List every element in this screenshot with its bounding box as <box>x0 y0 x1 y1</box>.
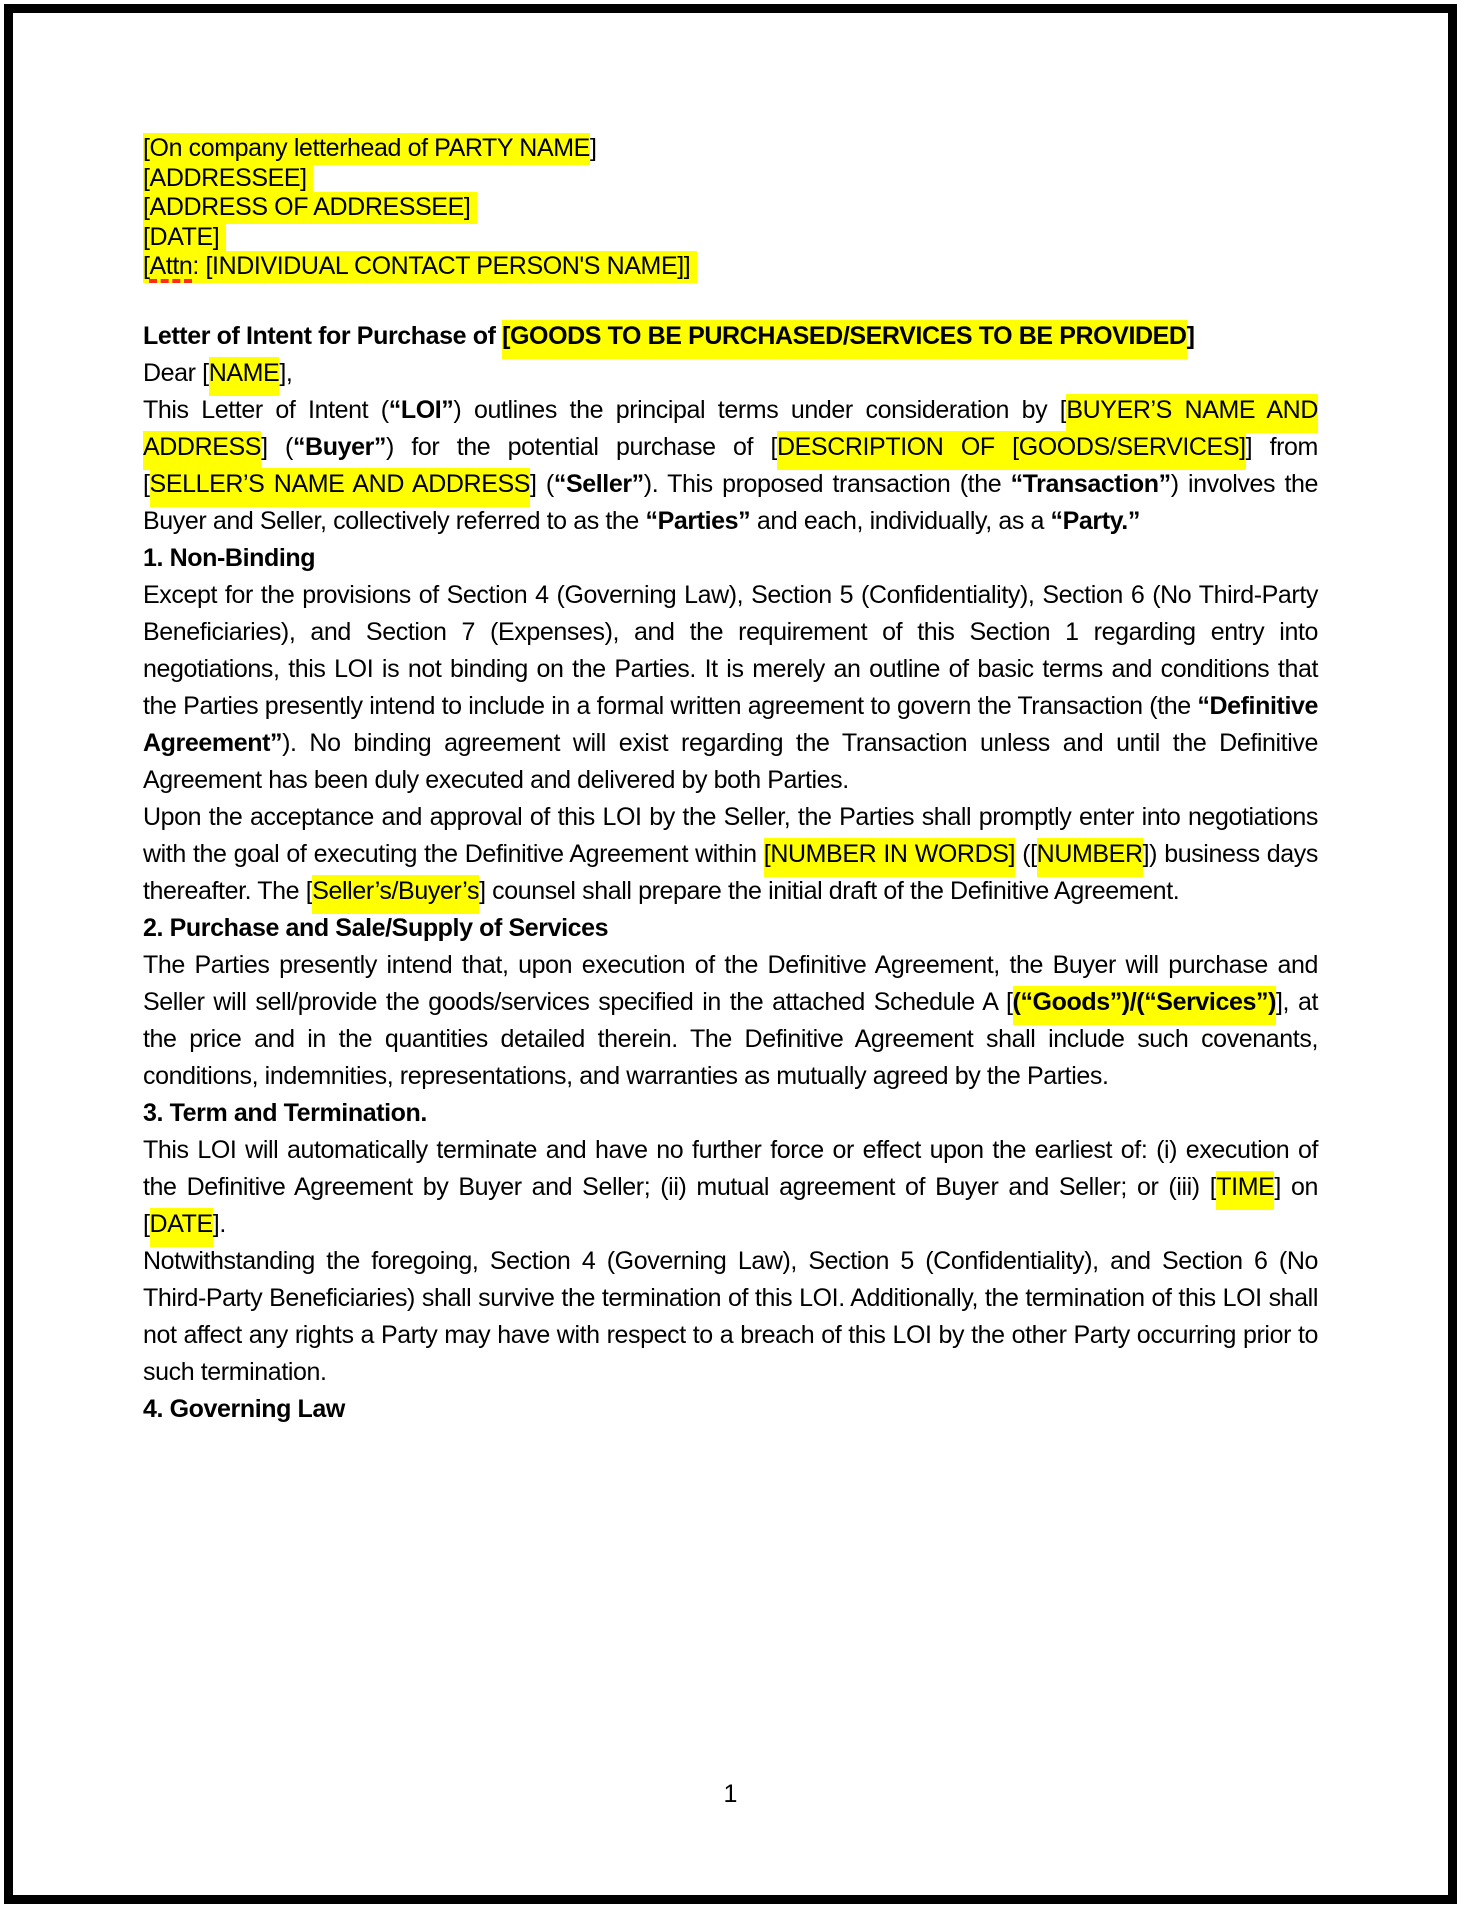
misspelled-word: Attn <box>150 251 193 283</box>
text-run: ) outlines the principal terms under consideration by [ <box>453 395 1067 424</box>
placeholder-highlight: SELLER’S NAME AND ADDRESS <box>150 468 530 507</box>
placeholder-highlight: [ADDRESS OF ADDRESSEE] <box>143 192 477 224</box>
text-run: ] from [ <box>143 432 1318 498</box>
placeholder-highlight: DATE <box>150 1208 213 1247</box>
text-run: This Letter of Intent ( <box>143 395 389 424</box>
paragraph <box>143 577 1318 799</box>
paragraph <box>143 1243 1318 1391</box>
text-run: ] ( <box>530 469 554 498</box>
address-block <box>143 134 1318 282</box>
placeholder-highlight: [NUMBER IN WORDS] <box>764 838 1015 877</box>
text-run: Except for the provisions of Section 4 (Governing Law), Section 5 (Confidentiality), Section 6 (No Third-Party Beneficiaries), and Section 7 (Expenses), and the requirement of this Section 1 regarding entry into negotiations, this LOI is not binding on the Parties. It is merely an outline of basic terms and conditions that the Parties presently intend to include in a formal written agreement to govern the Transaction (the <box>143 580 1318 720</box>
section-heading <box>143 910 1318 947</box>
text-run: ], <box>279 358 293 387</box>
section-heading <box>143 540 1318 577</box>
text-run: Dear [ <box>143 358 209 387</box>
text-run: ([ <box>1015 839 1037 868</box>
placeholder-highlight: (“Goods”)/(“Services”) <box>1013 986 1276 1025</box>
placeholder-highlight: DESCRIPTION OF [GOODS/SERVICES] <box>777 431 1246 470</box>
placeholder-highlight: NUMBER <box>1037 838 1143 877</box>
placeholder-highlight: : [INDIVIDUAL CONTACT PERSON'S NAME]] <box>192 251 696 283</box>
text-run: “LOI” <box>388 395 454 424</box>
address-line <box>143 134 1318 164</box>
text-run: and each, individually, as a <box>750 506 1051 535</box>
text-run: “Buyer” <box>292 432 386 461</box>
text-run: This LOI will automatically terminate and have no further force or effect upon the earliest of: (i) execution of the Definitive Agreement by Buyer and Seller; (ii) mutual agreement of Buyer and Seller; or (iii) [ <box>143 1135 1318 1201</box>
text-run: ) involves the Buyer and Seller, collectively referred to as the <box>143 469 1318 535</box>
address-line <box>143 252 1318 282</box>
text-run: ). No binding agreement will exist regarding the Transaction unless and until the Definitive Agreement has been duly executed and delivered by both Parties. <box>143 728 1318 794</box>
placeholder-highlight: [ <box>143 251 150 283</box>
text-run: Upon the acceptance and approval of this LOI by the Seller, the Parties shall promptly enter into negotiations with the goal of executing the Definitive Agreement within <box>143 802 1318 868</box>
text-run: “Transaction” <box>1010 469 1171 498</box>
text-run: ]. <box>212 1209 226 1238</box>
placeholder-highlight: [GOODS TO BE PURCHASED/SERVICES TO BE PROVIDED <box>502 320 1187 359</box>
paragraph <box>143 799 1318 910</box>
document-body <box>143 134 1318 1428</box>
section-heading <box>143 1391 1318 1428</box>
paragraph <box>143 1132 1318 1243</box>
text-run: ]) business days thereafter. The [ <box>143 839 1318 905</box>
text-run: “Seller” <box>553 469 644 498</box>
placeholder-highlight: BUYER’S NAME AND ADDRESS <box>143 394 1318 470</box>
text-run: ) for the potential purchase of [ <box>386 432 777 461</box>
text-run: “Parties” <box>645 506 751 535</box>
letter-title <box>143 318 1318 355</box>
text-run: The Parties presently intend that, upon execution of the Definitive Agreement, the Buyer will purchase and Seller will sell/provide the goods/services specified in the attached Schedule A [ <box>143 950 1318 1016</box>
address-line <box>143 193 1318 223</box>
paragraph <box>143 392 1318 540</box>
text-run: ] <box>589 134 597 162</box>
text-run: 2. Purchase and Sale/Supply of Services <box>143 913 609 942</box>
text-run: Notwithstanding the foregoing, Section 4 (Governing Law), Section 5 (Confidentiality), and Section 6 (No Third-Party Beneficiaries) shall survive the termination of this LOI. Additionally, the termination of this LOI shall not affect any rights a Party may have with respect to a breach of this LOI by the other Party occurring prior to such termination. <box>143 1246 1318 1386</box>
placeholder-highlight: [On company letterhead of PARTY NAME <box>143 133 590 165</box>
address-line <box>143 223 1318 253</box>
text-run: 4. Governing Law <box>143 1394 345 1423</box>
placeholder-highlight: [DATE] <box>143 222 226 254</box>
text-run: ] counsel shall prepare the initial draft of the Definitive Agreement. <box>479 876 1180 905</box>
page-number: 1 <box>723 1780 738 1808</box>
text-run: ] ( <box>261 432 293 461</box>
placeholder-highlight: [ADDRESSEE] <box>143 163 313 195</box>
text-run: ] <box>1186 321 1195 350</box>
salutation <box>143 355 1318 392</box>
text-run: Letter of Intent for Purchase of <box>143 321 503 350</box>
text-run: “Definitive Agreement” <box>143 691 1318 757</box>
placeholder-highlight: Seller’s/Buyer’s <box>312 875 479 914</box>
placeholder-highlight: TIME <box>1216 1171 1274 1210</box>
text-run: “Party.” <box>1050 506 1140 535</box>
text-run: 3. Term and Termination. <box>143 1098 427 1127</box>
placeholder-highlight: NAME <box>209 357 280 396</box>
text-run: ). This proposed transaction (the <box>643 469 1011 498</box>
address-line <box>143 164 1318 194</box>
text-run: 1. Non-Binding <box>143 543 316 572</box>
section-heading <box>143 1095 1318 1132</box>
text-run: ] on [ <box>143 1172 1318 1238</box>
text-run: ], at the price and in the quantities detailed therein. The Definitive Agreement shall include such covenants, conditions, indemnities, representations, and warranties as mutually agreed by the Parties. <box>143 987 1318 1090</box>
paragraph <box>143 947 1318 1095</box>
